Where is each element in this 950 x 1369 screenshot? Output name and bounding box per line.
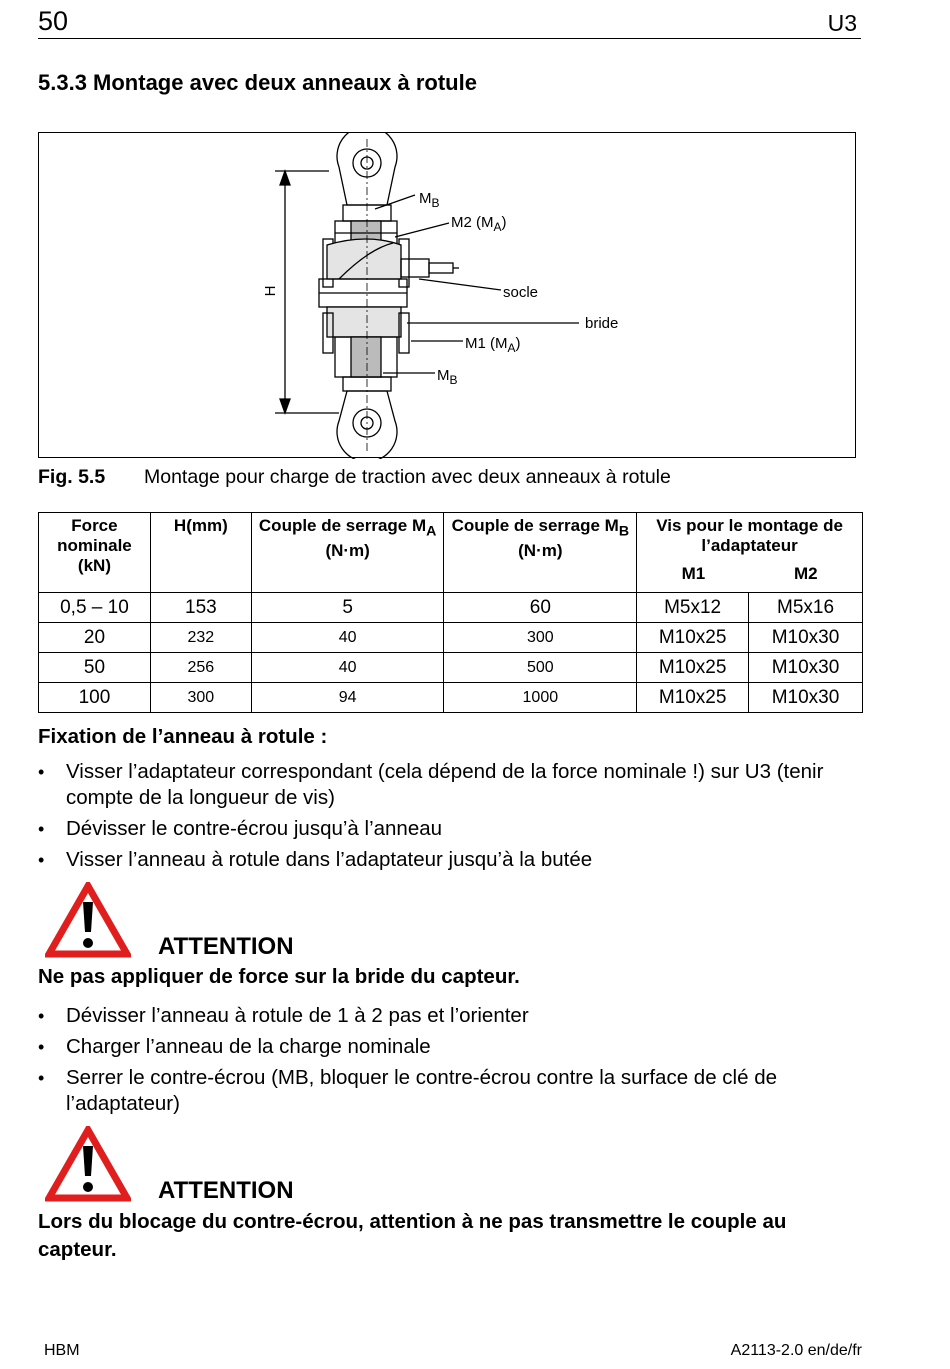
cell-m2: M5x16 bbox=[749, 593, 863, 623]
header-screws: Vis pour le montage de l’adaptateur M1 M2 bbox=[637, 513, 863, 593]
warning-text: Lors du blocage du contre-écrou, attention à ne pas transmettre le couple au capteur. bbox=[38, 1210, 787, 1261]
list-item: • Dévisser le contre-écrou jusqu’à l’anneau bbox=[38, 816, 868, 842]
header-rule bbox=[38, 38, 861, 39]
header-force: Force nominale (kN) bbox=[39, 513, 151, 593]
header-m1: M1 bbox=[681, 564, 706, 583]
cell-m1: M10x25 bbox=[637, 683, 749, 713]
cell-m2: M10x30 bbox=[749, 623, 863, 653]
cell-m1: M5x12 bbox=[637, 593, 749, 623]
cell-mb: 1000 bbox=[444, 683, 637, 713]
cell-mb: 300 bbox=[444, 623, 637, 653]
section-title: 5.3.3 Montage avec deux anneaux à rotule bbox=[38, 70, 477, 95]
header-m2: M2 bbox=[793, 564, 818, 583]
footer-doc-number: A2113-2.0 en/de/fr bbox=[730, 1342, 862, 1359]
figure-box bbox=[38, 132, 856, 458]
page-number: 50 bbox=[38, 6, 69, 36]
mounting-steps-list bbox=[38, 1003, 868, 1122]
label-mb-top: $M_B$ bbox=[419, 190, 440, 210]
list-item: • Visser l’adaptateur correspondant (cela dépend de la force nominale !) sur U3 (tenir compte de la longueur de vis) bbox=[38, 759, 868, 811]
cell-mb: 60 bbox=[444, 593, 637, 623]
table-row bbox=[39, 623, 863, 653]
cell-force: 50 bbox=[39, 653, 151, 683]
cell-ma: 40 bbox=[251, 623, 444, 653]
cell-ma: 40 bbox=[251, 653, 444, 683]
warning-triangle-icon bbox=[45, 1126, 131, 1202]
warning-title: ATTENTION bbox=[158, 1177, 294, 1204]
label-socle: socle bbox=[503, 284, 539, 301]
figure-caption bbox=[38, 466, 671, 489]
list-item: • Serrer le contre-écrou (MB, bloquer le contre-écrou contre la surface de clé de l’adaptateur) bbox=[38, 1065, 868, 1117]
cell-ma: 94 bbox=[251, 683, 444, 713]
label-bride: bride bbox=[585, 315, 619, 332]
figure-caption-text: Montage pour charge de traction avec deux anneaux à rotule bbox=[144, 466, 671, 488]
cell-height: 256 bbox=[150, 653, 251, 683]
table-row bbox=[39, 653, 863, 683]
cell-height: 232 bbox=[150, 623, 251, 653]
cell-force: 0,5 – 10 bbox=[39, 593, 151, 623]
cell-m1: M10x25 bbox=[637, 623, 749, 653]
cell-m2: M10x30 bbox=[749, 653, 863, 683]
footer-company: HBM bbox=[44, 1342, 80, 1359]
cell-force: 20 bbox=[39, 623, 151, 653]
mounting-diagram bbox=[39, 133, 857, 459]
table-row bbox=[39, 593, 863, 623]
list-item: • Charger l’anneau de la charge nominale bbox=[38, 1034, 868, 1060]
cell-ma: 5 bbox=[251, 593, 444, 623]
header-height: H(mm) bbox=[150, 513, 251, 593]
header-torque-ma: Couple de serrage $M_A$ (N·m) bbox=[251, 513, 444, 593]
cell-height: 300 bbox=[150, 683, 251, 713]
warning-text: Ne pas appliquer de force sur la bride du capteur. bbox=[38, 965, 520, 988]
product-name: U3 bbox=[827, 10, 857, 36]
fixation-steps-list bbox=[38, 759, 868, 878]
table-row bbox=[39, 683, 863, 713]
fixation-title: Fixation de l’anneau à rotule : bbox=[38, 725, 328, 748]
warning-title: ATTENTION bbox=[158, 933, 294, 960]
label-mb-bottom: $M_B$ bbox=[437, 367, 458, 387]
list-item: • Dévisser l’anneau à rotule de 1 à 2 pas et l’orienter bbox=[38, 1003, 868, 1029]
label-height: H bbox=[262, 285, 279, 297]
cell-mb: 500 bbox=[444, 653, 637, 683]
header-torque-mb: Couple de serrage $M_B$ (N·m) bbox=[444, 513, 637, 593]
cell-m2: M10x30 bbox=[749, 683, 863, 713]
list-item: • Visser l’anneau à rotule dans l’adaptateur jusqu’à la butée bbox=[38, 847, 868, 873]
table-header-row bbox=[39, 513, 863, 593]
figure-number: Fig. 5.5 bbox=[38, 466, 106, 488]
cell-m1: M10x25 bbox=[637, 653, 749, 683]
label-m2: M2 $(M_A)$ bbox=[451, 214, 507, 234]
warning-triangle-icon bbox=[45, 882, 131, 958]
cell-force: 100 bbox=[39, 683, 151, 713]
cell-height: 153 bbox=[150, 593, 251, 623]
label-m1: M1 $(M_A)$ bbox=[465, 335, 521, 355]
spec-table bbox=[38, 512, 863, 713]
